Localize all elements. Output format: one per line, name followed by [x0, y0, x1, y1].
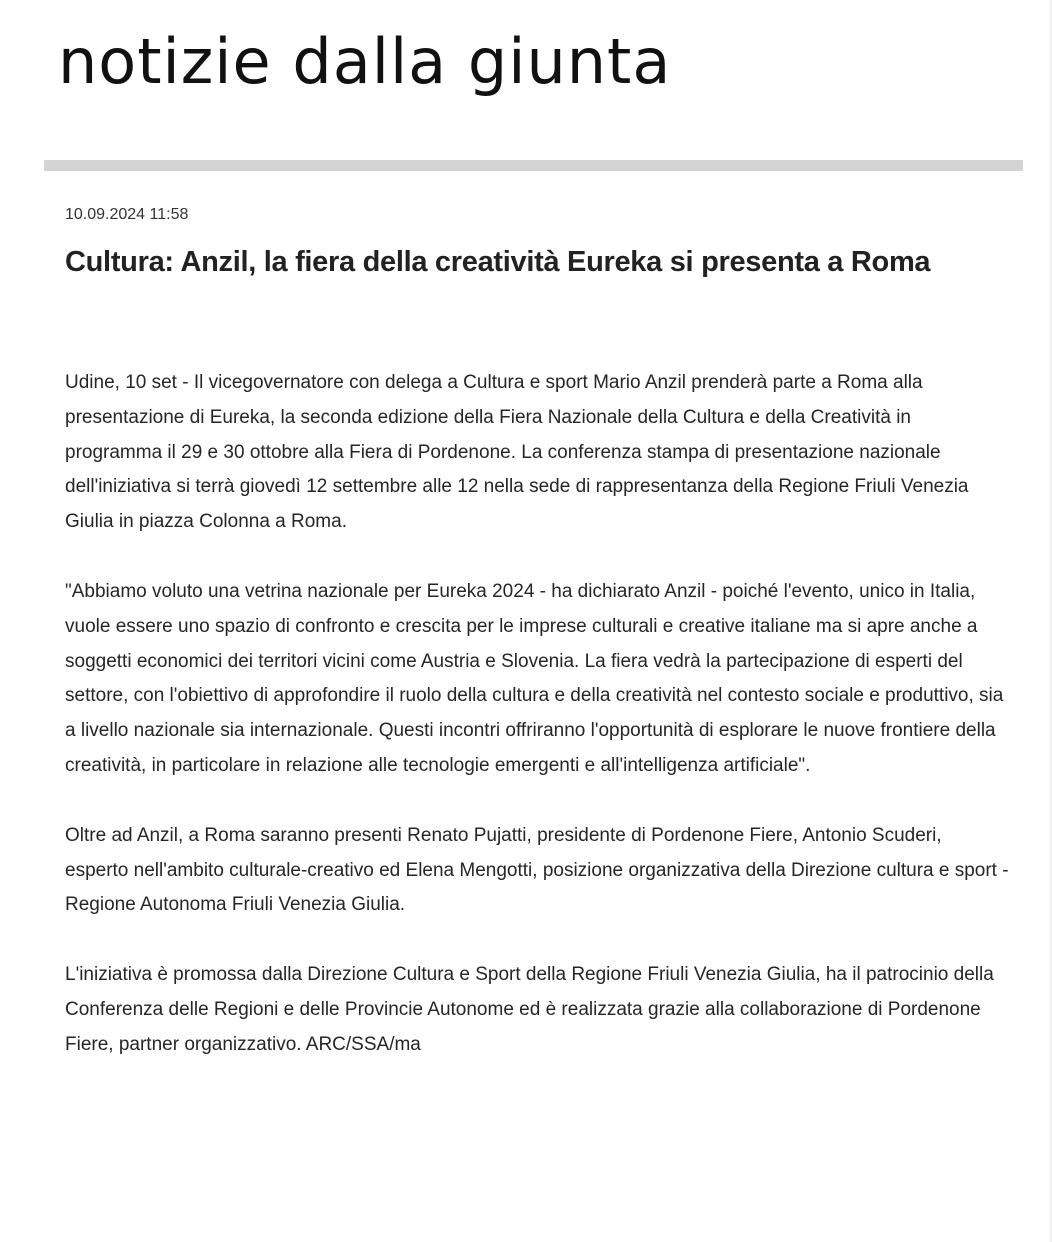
window-edge	[1048, 0, 1052, 1242]
article-paragraph: "Abbiamo voluto una vetrina nazionale per Eureka 2024 - ha dichiarato Anzil - poiché l'evento, unico in Italia, vuole essere uno spazio di confronto e crescita per le imprese culturali e creative italiane ma si apre anche a soggetti economici dei territori vicini come Austria e Slovenia. La fiera vedrà la partecipazione di esperti del settore, con l'obiettivo di approfondire il ruolo della cultura e della creatività nel contesto sociale e produttivo, sia a livello nazionale sia internazionale. Questi incontri offriranno l'opportunità di esplorare le nuove frontiere della creatività, in particolare in relazione alle tecnologie emergenti e all'intelligenza artificiale".	[65, 580, 1004, 776]
article-title: Cultura: Anzil, la fiera della creatività Eureka si presenta a Roma	[65, 246, 931, 278]
article-paragraph: L'iniziativa è promossa dalla Direzione Cultura e Sport della Regione Friuli Venezia Giulia, ha il patrocinio della Conferenza delle Regioni e delle Provincie Autonome ed è realizzata grazie alla collaborazione di Pordenone Fiere, partner organizzativo. ARC/SSA/ma	[65, 964, 994, 1055]
masthead-title: notizie dalla giunta	[58, 25, 672, 98]
article-body	[65, 366, 1010, 1098]
header-divider	[44, 160, 1023, 171]
article-paragraph: Oltre ad Anzil, a Roma saranno presenti Renato Pujatti, presidente di Pordenone Fiere, Antonio Scuderi, esperto nell'ambito culturale-creativo ed Elena Mengotti, posizione organizzativa della Direzione cultura e sport - Regione Autonoma Friuli Venezia Giulia.	[65, 824, 1009, 916]
article-datetime: 10.09.2024 11:58	[65, 206, 189, 223]
article-paragraph: Udine, 10 set - Il vicegovernatore con delega a Cultura e sport Mario Anzil prenderà parte a Roma alla presentazione di Eureka, la seconda edizione della Fiera Nazionale della Cultura e della Creatività in programma il 29 e 30 ottobre alla Fiera di Pordenone. La conferenza stampa di presentazione nazionale dell'iniziativa si terrà giovedì 12 settembre alle 12 nella sede di rappresentanza della Regione Friuli Venezia Giulia in piazza Colonna a Roma.	[65, 372, 969, 533]
